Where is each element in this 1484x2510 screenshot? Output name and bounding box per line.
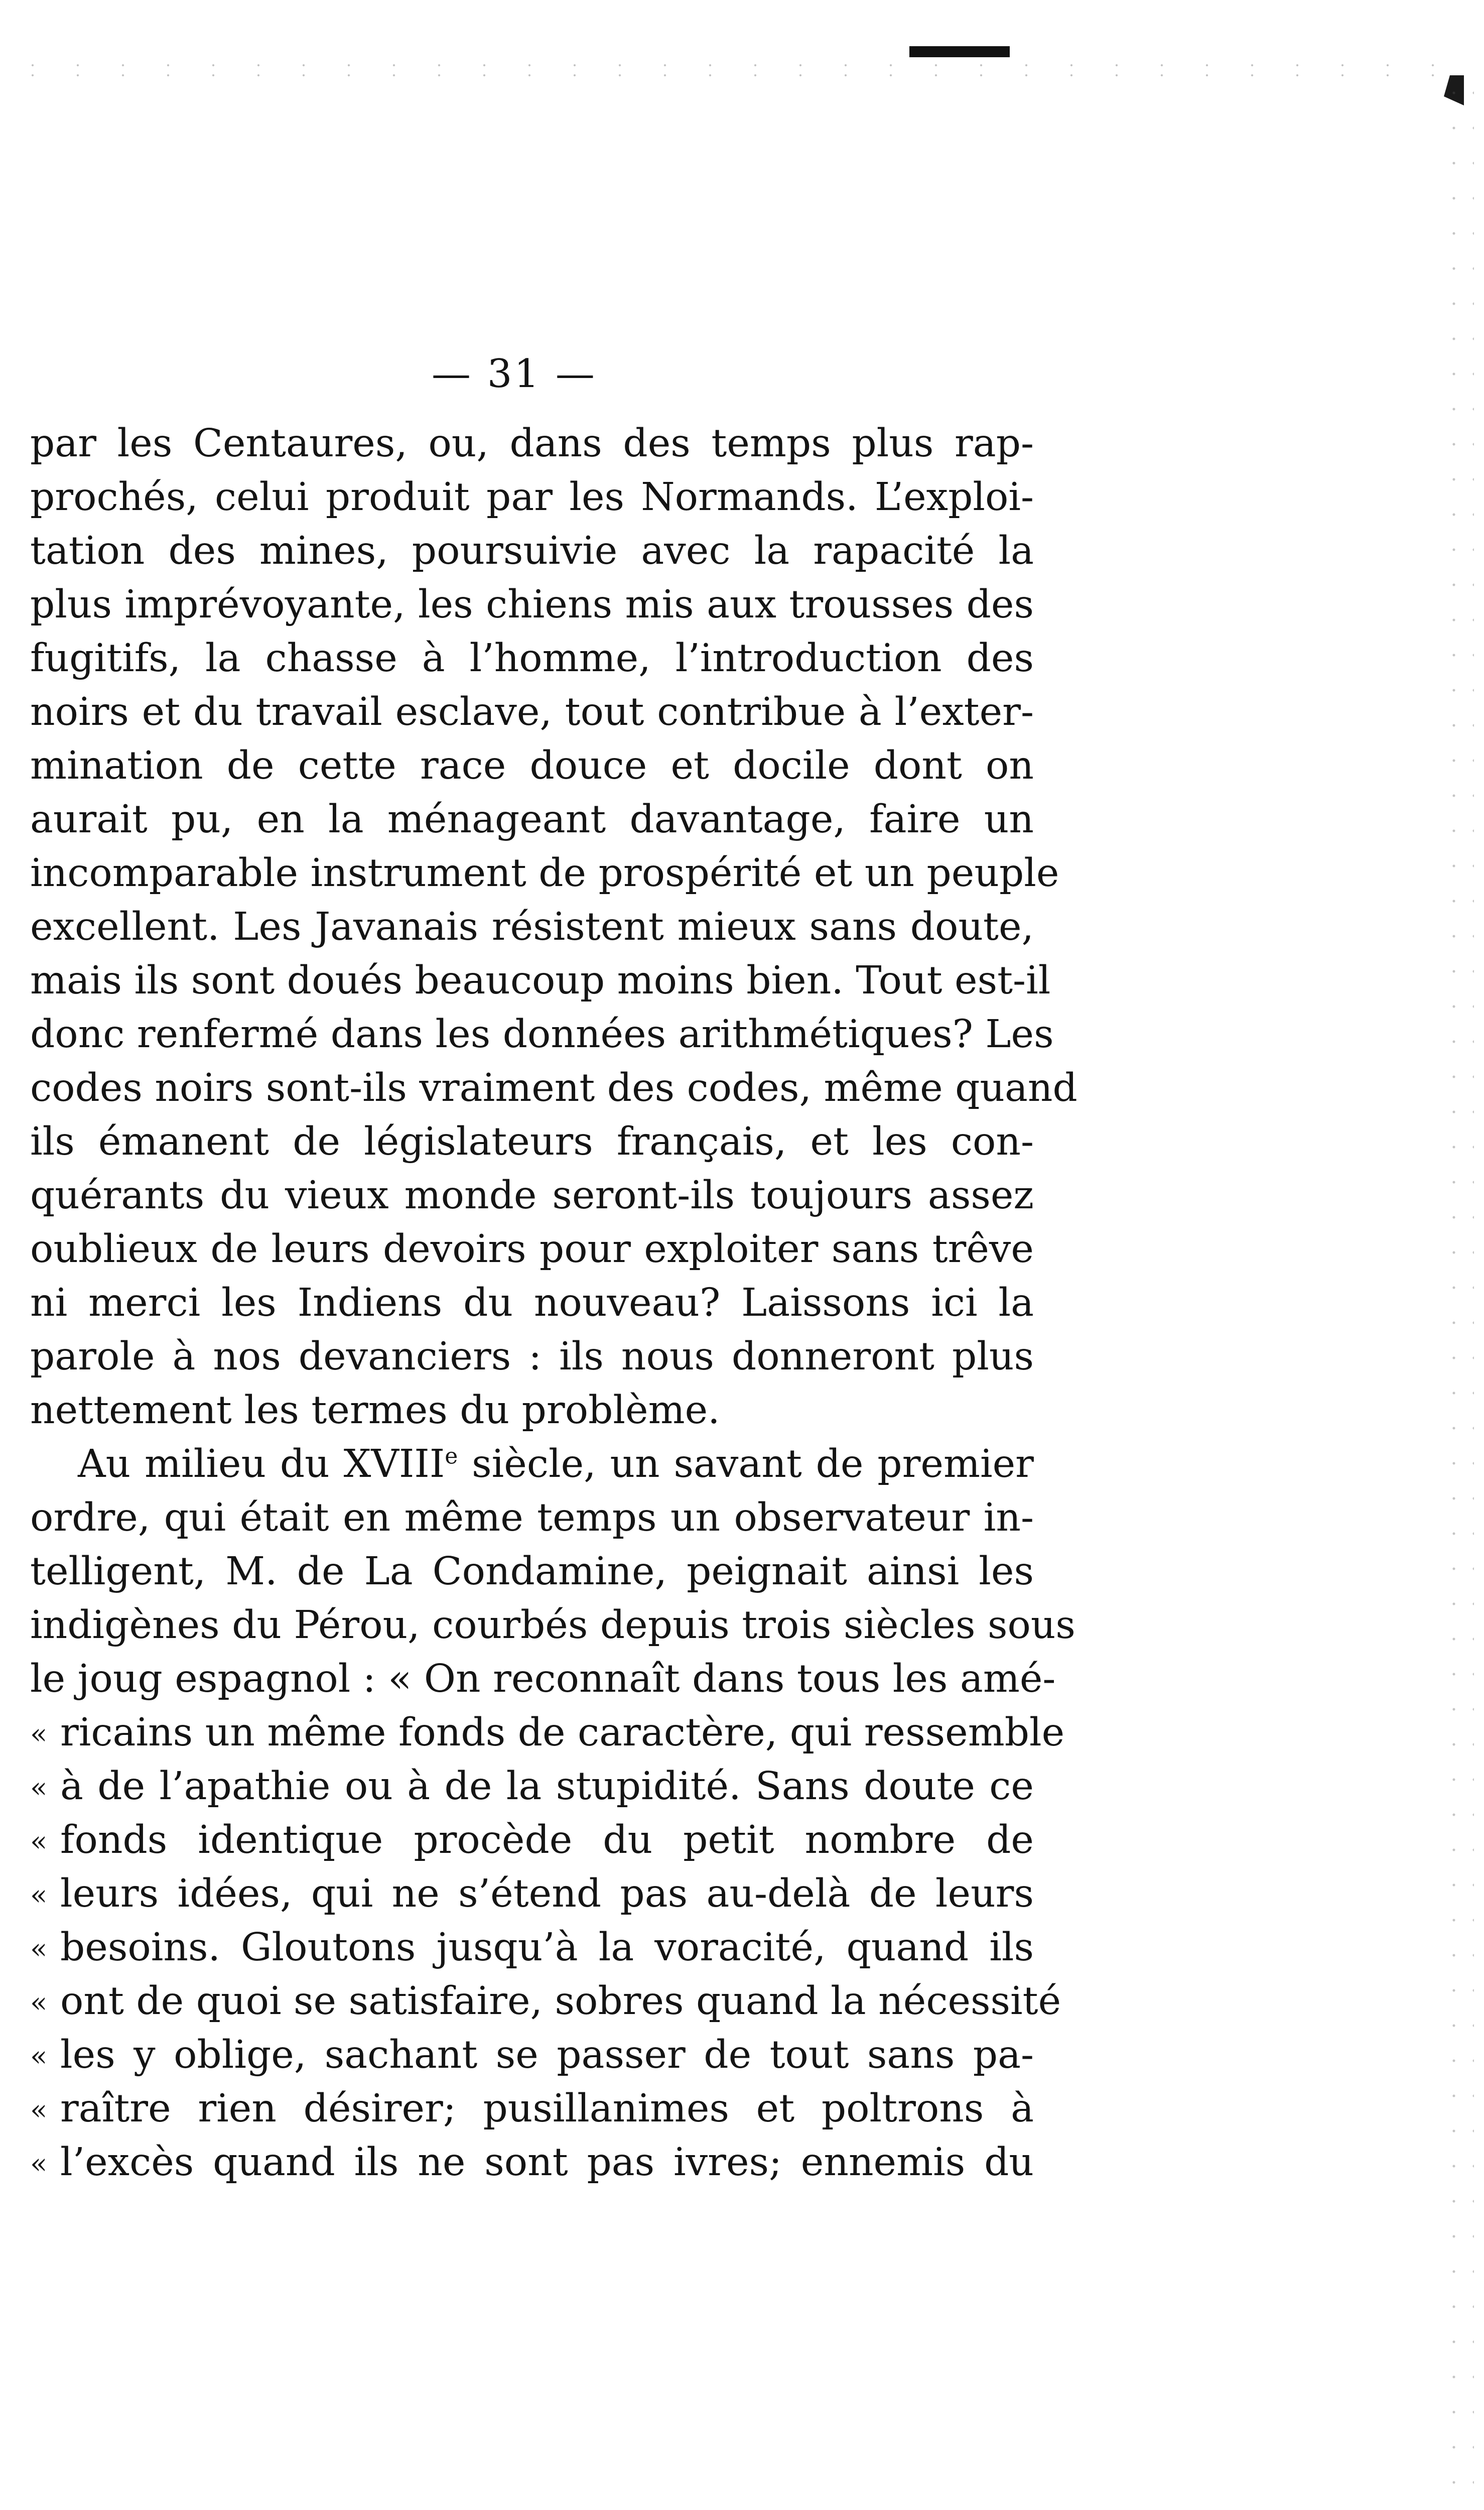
paragraph-1 xyxy=(30,417,1077,1437)
quoted-line xyxy=(30,1974,1061,2028)
quoted-line xyxy=(30,1813,1034,1867)
quote-mark: « xyxy=(30,1825,48,1858)
quoted-text: raître rien désirer; pusillanimes et poltrons à xyxy=(60,2086,1034,2131)
quoted-line xyxy=(30,2136,1034,2189)
scan-noise-right-edge xyxy=(1444,75,1474,2510)
quoted-text: besoins. Gloutons jusqu’à la voracité, quand ils xyxy=(60,1925,1034,1970)
text-fragment: Au milieu du XVIII xyxy=(78,1442,445,1486)
text-line: parole à nos devanciers : ils nous donneront plus xyxy=(30,1334,1034,1379)
scan-noise-top xyxy=(10,60,1465,80)
text-line: par les Centaures, ou, dans des temps plus rap- xyxy=(30,421,1034,466)
quote-mark: « xyxy=(30,2040,48,2073)
text-line: indigènes du Pérou, courbés depuis trois siècles sous xyxy=(30,1603,1075,1648)
quote-mark: « xyxy=(30,1986,48,2019)
quote-mark: « xyxy=(30,1933,48,1965)
quoted-line xyxy=(30,1760,1034,1813)
text-line: donc renfermé dans les données arithmétiques? Les xyxy=(30,1012,1054,1057)
text-line: le joug espagnol : « On reconnaît dans tous les amé- xyxy=(30,1657,1056,1701)
page-number: — 31 — xyxy=(432,351,597,397)
paragraph-2 xyxy=(30,1437,1075,2189)
text-line: mais ils sont doués beaucoup moins bien. Tout est-il xyxy=(30,958,1051,1003)
quoted-text: à de l’apathie ou à de la stupidité. Sans doute ce xyxy=(60,1764,1034,1809)
quoted-text: ricains un même fonds de caractère, qui ressemble xyxy=(60,1710,1065,1755)
scan-artifact-bar xyxy=(909,46,1010,57)
quoted-text: l’excès quand ils ne sont pas ivres; ennemis du xyxy=(60,2140,1034,2185)
text-fragment: siècle, un savant de premier xyxy=(458,1442,1034,1486)
text-line: plus imprévoyante, les chiens mis aux trousses des xyxy=(30,582,1034,627)
text-line: prochés, celui produit par les Normands. L’exploi- xyxy=(30,475,1034,520)
text-line: noirs et du travail esclave, tout contribue à l’exter- xyxy=(30,690,1034,734)
quoted-text: leurs idées, qui ne s’étend pas au-delà de leurs xyxy=(60,1871,1034,1916)
text-line: fugitifs, la chasse à l’homme, l’introduction des xyxy=(30,636,1034,681)
text-line: quérants du vieux monde seront-ils toujours assez xyxy=(30,1173,1034,1218)
text-line: mination de cette race douce et docile dont on xyxy=(30,743,1034,788)
body-text xyxy=(30,417,1077,2189)
text-line: oublieux de leurs devoirs pour exploiter sans trêve xyxy=(30,1227,1034,1272)
text-line: tation des mines, poursuivie avec la rapacité la xyxy=(30,529,1034,573)
quoted-line xyxy=(30,2082,1034,2136)
quote-mark: « xyxy=(30,1718,48,1750)
text-line: excellent. Les Javanais résistent mieux sans doute, xyxy=(30,905,1034,949)
quoted-text: ont de quoi se satisfaire, sobres quand la nécessité xyxy=(60,1979,1061,2024)
quoted-line xyxy=(30,1921,1034,1974)
text-line: telligent, M. de La Condamine, peignait ainsi les xyxy=(30,1549,1034,1594)
quote-mark: « xyxy=(30,1879,48,1912)
quoted-text: les y oblige, sachant se passer de tout sans pa- xyxy=(60,2033,1034,2077)
quote-mark: « xyxy=(30,2148,48,2180)
text-line: nettement les termes du problème. xyxy=(30,1388,720,1433)
text-line xyxy=(30,1437,1034,1491)
quote-mark: « xyxy=(30,2094,48,2126)
text-line: ordre, qui était en même temps un observateur in- xyxy=(30,1495,1034,1540)
text-line: codes noirs sont-ils vraiment des codes, même quand xyxy=(30,1066,1077,1110)
quoted-text: fonds identique procède du petit nombre de xyxy=(60,1818,1034,1862)
text-line: ni merci les Indiens du nouveau? Laissons ici la xyxy=(30,1281,1034,1325)
quote-mark: « xyxy=(30,1772,48,1804)
text-line: aurait pu, en la ménageant davantage, faire un xyxy=(30,797,1034,842)
quoted-line xyxy=(30,2028,1034,2082)
quoted-line xyxy=(30,1867,1034,1921)
text-line: incomparable instrument de prospérité et un peuple xyxy=(30,851,1059,896)
text-line: ils émanent de législateurs français, et les con- xyxy=(30,1119,1034,1164)
superscript: e xyxy=(445,1443,458,1469)
quoted-line xyxy=(30,1706,1065,1760)
